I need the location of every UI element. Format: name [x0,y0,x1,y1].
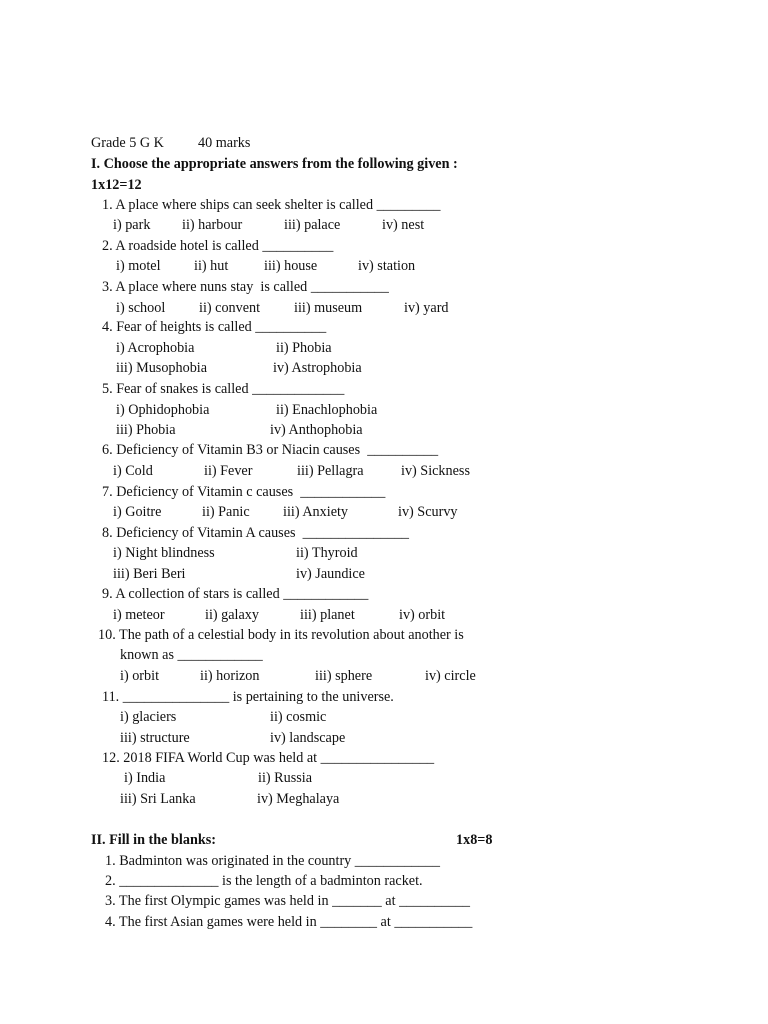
question-10-continued: known as ____________ [120,647,263,663]
q6-option-1: i) Cold [113,463,153,479]
section1-title: I. Choose the appropriate answers from the following given : [91,156,458,172]
question-2: 2. A roadside hotel is called __________ [102,238,334,254]
q2-option-3: iii) house [264,258,318,274]
q6-option-2: ii) Fever [204,463,253,479]
q5-option-1: i) Ophidophobia [116,402,210,418]
q1-option-2: ii) harbour [182,217,243,233]
section2-title: II. Fill in the blanks: [91,832,216,848]
question-10: 10. The path of a celestial body in its revolution about another is [98,627,464,643]
q8-option-3: iii) Beri Beri [113,566,186,582]
q3-option-2: ii) convent [199,300,261,316]
question-11: 11. _______________ is pertaining to the universe. [102,689,394,705]
question-6: 6. Deficiency of Vitamin B3 or Niacin causes __________ [102,442,439,458]
question-4: 4. Fear of heights is called __________ [102,319,327,335]
fill-blank-3: 3. The first Olympic games was held in _______ at __________ [105,893,471,909]
fill-blank-2: 2. ______________ is the length of a badminton racket. [105,873,423,889]
q6-option-4: iv) Sickness [401,463,470,479]
grade-label: Grade 5 G K [91,135,164,151]
q3-option-4: iv) yard [404,300,449,316]
q11-option-4: iv) landscape [270,730,346,746]
q7-option-3: iii) Anxiety [283,504,349,520]
q3-option-3: iii) museum [294,300,363,316]
fill-blank-4: 4. The first Asian games were held in ________ at ___________ [105,914,473,930]
q4-option-2: ii) Phobia [276,340,332,356]
question-12: 12. 2018 FIFA World Cup was held at ________________ [102,750,435,766]
q5-option-3: iii) Phobia [116,422,176,438]
q8-option-1: i) Night blindness [113,545,215,561]
question-9: 9. A collection of stars is called ____________ [102,586,369,602]
q11-option-1: i) glaciers [120,709,177,725]
q8-option-2: ii) Thyroid [296,545,358,561]
q10-option-4: iv) circle [425,668,476,684]
q12-option-1: i) India [124,770,166,786]
q7-option-2: ii) Panic [202,504,250,520]
q9-option-3: iii) planet [300,607,355,623]
section1-score: 1x12=12 [91,177,142,193]
q9-option-4: iv) orbit [399,607,446,623]
q1-option-3: iii) palace [284,217,341,233]
q2-option-4: iv) station [358,258,416,274]
q5-option-2: ii) Enachlophobia [276,402,378,418]
question-3: 3. A place where nuns stay is called ___________ [102,279,389,295]
question-5: 5. Fear of snakes is called _____________ [102,381,345,397]
q6-option-3: iii) Pellagra [297,463,364,479]
q11-option-2: ii) cosmic [270,709,327,725]
q4-option-3: iii) Musophobia [116,360,208,376]
q1-option-4: iv) nest [382,217,425,233]
q5-option-4: iv) Anthophobia [270,422,363,438]
q1-option-1: i) park [113,217,151,233]
fill-blank-1: 1. Badminton was originated in the country ____________ [105,853,440,869]
q12-option-4: iv) Meghalaya [257,791,340,807]
q8-option-4: iv) Jaundice [296,566,365,582]
q10-option-2: ii) horizon [200,668,260,684]
q10-option-3: iii) sphere [315,668,373,684]
question-1: 1. A place where ships can seek shelter is called _________ [102,197,441,213]
q9-option-2: ii) galaxy [205,607,259,623]
q7-option-1: i) Goitre [113,504,162,520]
question-7: 7. Deficiency of Vitamin c causes ____________ [102,484,386,500]
q11-option-3: iii) structure [120,730,190,746]
q3-option-1: i) school [116,300,166,316]
q12-option-3: iii) Sri Lanka [120,791,196,807]
question-8: 8. Deficiency of Vitamin A causes _______________ [102,525,410,541]
q7-option-4: iv) Scurvy [398,504,458,520]
q9-option-1: i) meteor [113,607,165,623]
q2-option-1: i) motel [116,258,161,274]
q4-option-4: iv) Astrophobia [273,360,362,376]
q2-option-2: ii) hut [194,258,229,274]
q12-option-2: ii) Russia [258,770,312,786]
marks-label: 40 marks [198,135,251,151]
q10-option-1: i) orbit [120,668,160,684]
section2-score: 1x8=8 [456,832,493,848]
q4-option-1: i) Acrophobia [116,340,195,356]
